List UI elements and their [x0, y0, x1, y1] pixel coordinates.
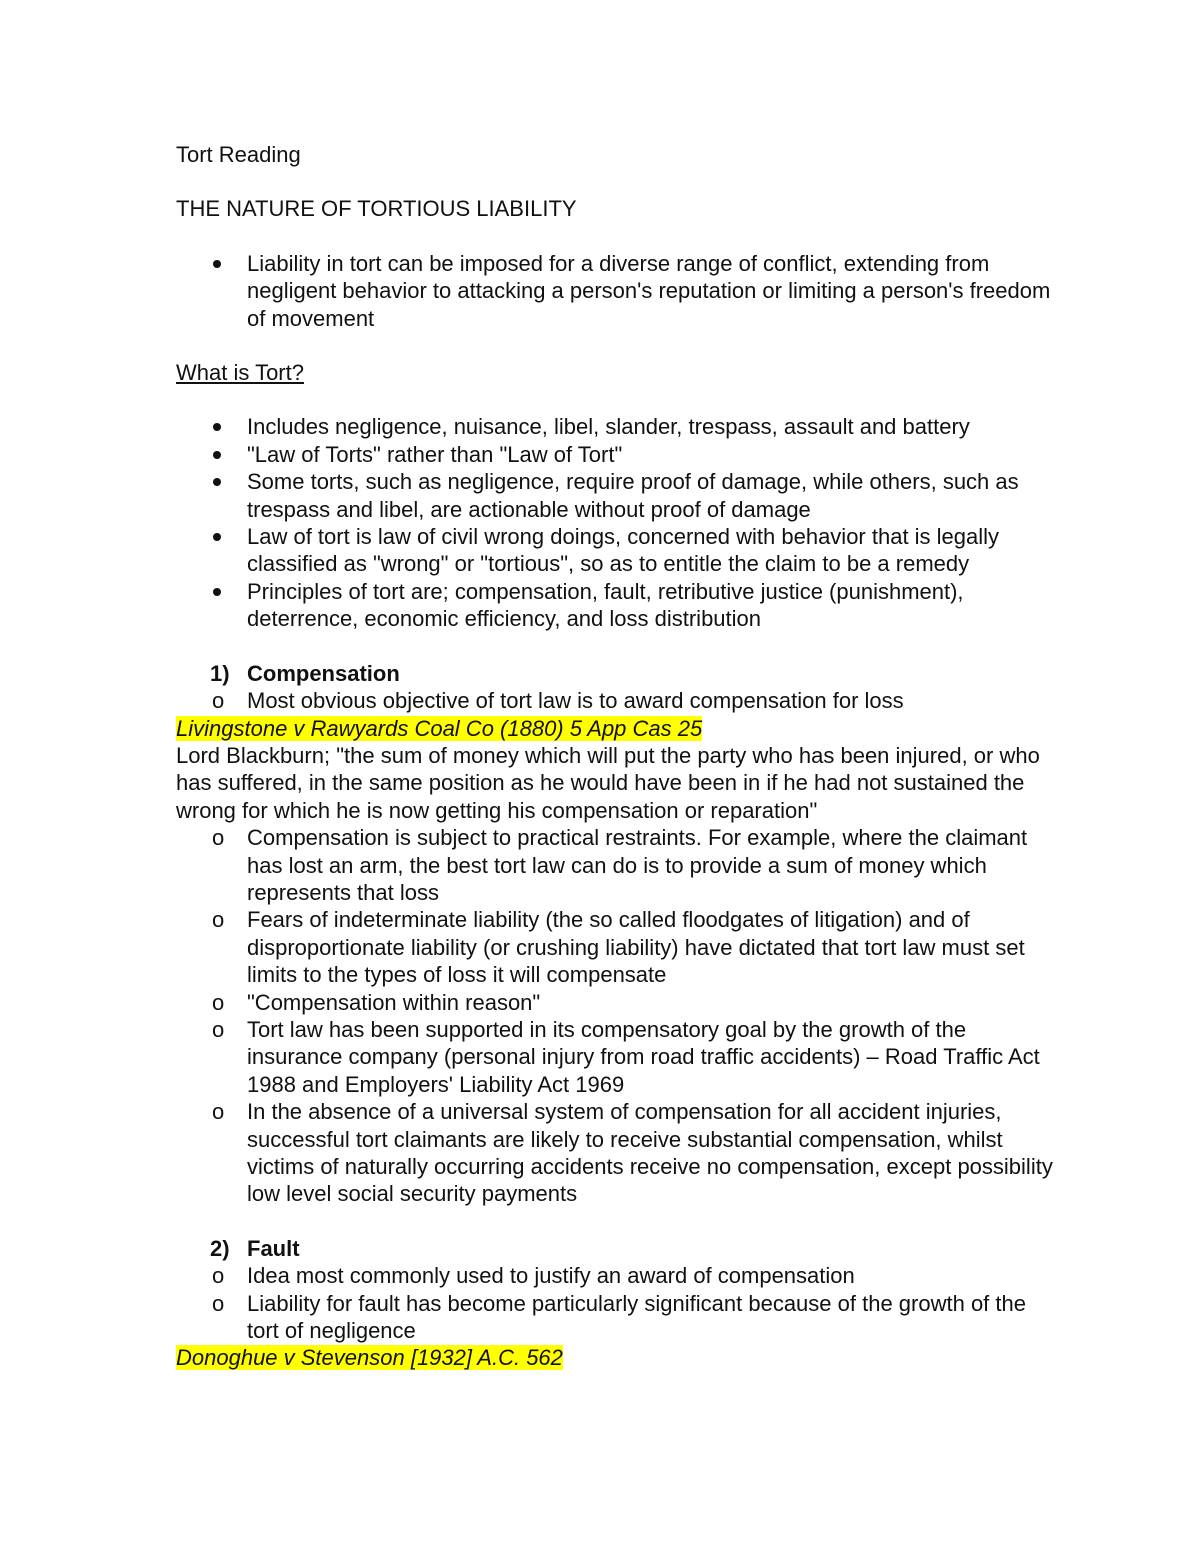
fault-heading — [176, 1235, 1056, 1262]
bullet-icon — [213, 478, 221, 486]
list-item-text: Liability for fault has become particularly significant because of the growth of the tort of negligence — [247, 1290, 1026, 1344]
list-item — [176, 687, 1056, 714]
list-item — [176, 250, 1056, 332]
circle-bullet-icon: o — [212, 688, 225, 714]
list-item — [176, 1098, 1056, 1208]
list-item-text: Most obvious objective of tort law is to award compensation for loss — [247, 688, 904, 714]
spacer — [176, 168, 1056, 195]
list-item — [176, 906, 1056, 988]
compensation-sub-list-2 — [176, 824, 1056, 1208]
what-is-tort-bullet-list — [176, 413, 1056, 632]
bullet-icon — [213, 423, 221, 431]
list-item — [176, 1016, 1056, 1098]
list-item-text: Tort law has been supported in its compensatory goal by the growth of the insurance company (personal injury from road traffic accidents) – Road Traffic Act 1988 and Employers' Liability Act 1969 — [247, 1016, 1040, 1097]
spacer — [176, 386, 1056, 413]
intro-bullet-list — [176, 250, 1056, 332]
list-item — [176, 578, 1056, 633]
list-item-text: Compensation is subject to practical restraints. For example, where the claimant has lost an arm, the best tort law can do is to provide a sum of money which represents that loss — [247, 825, 1028, 905]
list-item — [176, 824, 1056, 906]
document-page — [176, 141, 1056, 1372]
list-item — [176, 441, 1056, 468]
bullet-icon — [213, 588, 221, 596]
circle-bullet-icon: o — [212, 1099, 225, 1125]
list-item — [176, 1290, 1056, 1345]
circle-bullet-icon: o — [212, 907, 225, 933]
case-citation-donoghue: Donoghue v Stevenson [1932] A.C. 562 — [176, 1345, 563, 1371]
bullet-icon — [213, 451, 221, 459]
compensation-sub-list — [176, 687, 1056, 714]
list-item-text: Principles of tort are; compensation, fault, retributive justice (punishment), deterrence, economic efficiency, and loss distribution — [247, 578, 964, 632]
circle-bullet-icon: o — [212, 1016, 225, 1042]
spacer — [176, 633, 1056, 660]
list-item-text: Law of tort is law of civil wrong doings, concerned with behavior that is legally classified as "wrong" or "tortious", so as to entitle the claim to be a remedy — [247, 524, 1000, 577]
document-title: Tort Reading — [176, 142, 301, 167]
spacer — [176, 1208, 1056, 1235]
compensation-heading — [176, 660, 1056, 687]
circle-bullet-icon: o — [212, 1263, 225, 1289]
list-item — [176, 468, 1056, 523]
spacer — [176, 332, 1056, 359]
list-item-text: Some torts, such as negligence, require proof of damage, while others, such as trespass and libel, are actionable without proof of damage — [247, 469, 1019, 522]
list-item — [176, 523, 1056, 578]
bullet-icon — [213, 260, 221, 268]
list-item — [176, 989, 1056, 1016]
heading-number: 1) — [210, 660, 230, 686]
list-item — [176, 1262, 1056, 1289]
list-item-text: "Compensation within reason" — [247, 989, 541, 1015]
spacer — [176, 223, 1056, 250]
circle-bullet-icon: o — [212, 825, 225, 851]
what-is-tort-heading: What is Tort? — [176, 360, 304, 386]
heading-number: 2) — [210, 1235, 230, 1261]
section-heading: THE NATURE OF TORTIOUS LIABILITY — [176, 196, 577, 222]
fault-sub-list — [176, 1262, 1056, 1344]
case-citation-livingstone: Livingstone v Rawyards Coal Co (1880) 5 App Cas 25 — [176, 715, 703, 741]
circle-bullet-icon: o — [212, 1290, 225, 1316]
list-item-text: In the absence of a universal system of compensation for all accident injuries, successful tort claimants are likely to receive substantial compensation, whilst victims of naturally occurring accidents receive no compensation, except possibility low level social security payments — [247, 1099, 1053, 1207]
list-item-text: Liability in tort can be imposed for a diverse range of conflict, extending from negligent behavior to attacking a person's reputation or limiting a person's freedom of movement — [247, 250, 1051, 331]
list-item-text: Fears of indeterminate liability (the so called floodgates of litigation) and of disproportionate liability (or crushing liability) have dictated that tort law must set limits to the types of loss it will compensate — [247, 907, 1025, 988]
bullet-icon — [213, 533, 221, 541]
heading-text: Compensation — [247, 660, 400, 686]
heading-text: Fault — [247, 1235, 300, 1261]
circle-bullet-icon: o — [212, 989, 225, 1015]
list-item-text: Idea most commonly used to justify an award of compensation — [247, 1263, 855, 1289]
list-item — [176, 413, 1056, 440]
lord-blackburn-quote: Lord Blackburn; "the sum of money which will put the party who has been injured, or who has suffered, in the same position as he would have been in if he had not sustained the wrong for which he is now getting his compensation or reparation" — [176, 742, 1040, 823]
list-item-text: "Law of Torts" rather than "Law of Tort" — [247, 441, 623, 467]
list-item-text: Includes negligence, nuisance, libel, slander, trespass, assault and battery — [247, 414, 970, 440]
